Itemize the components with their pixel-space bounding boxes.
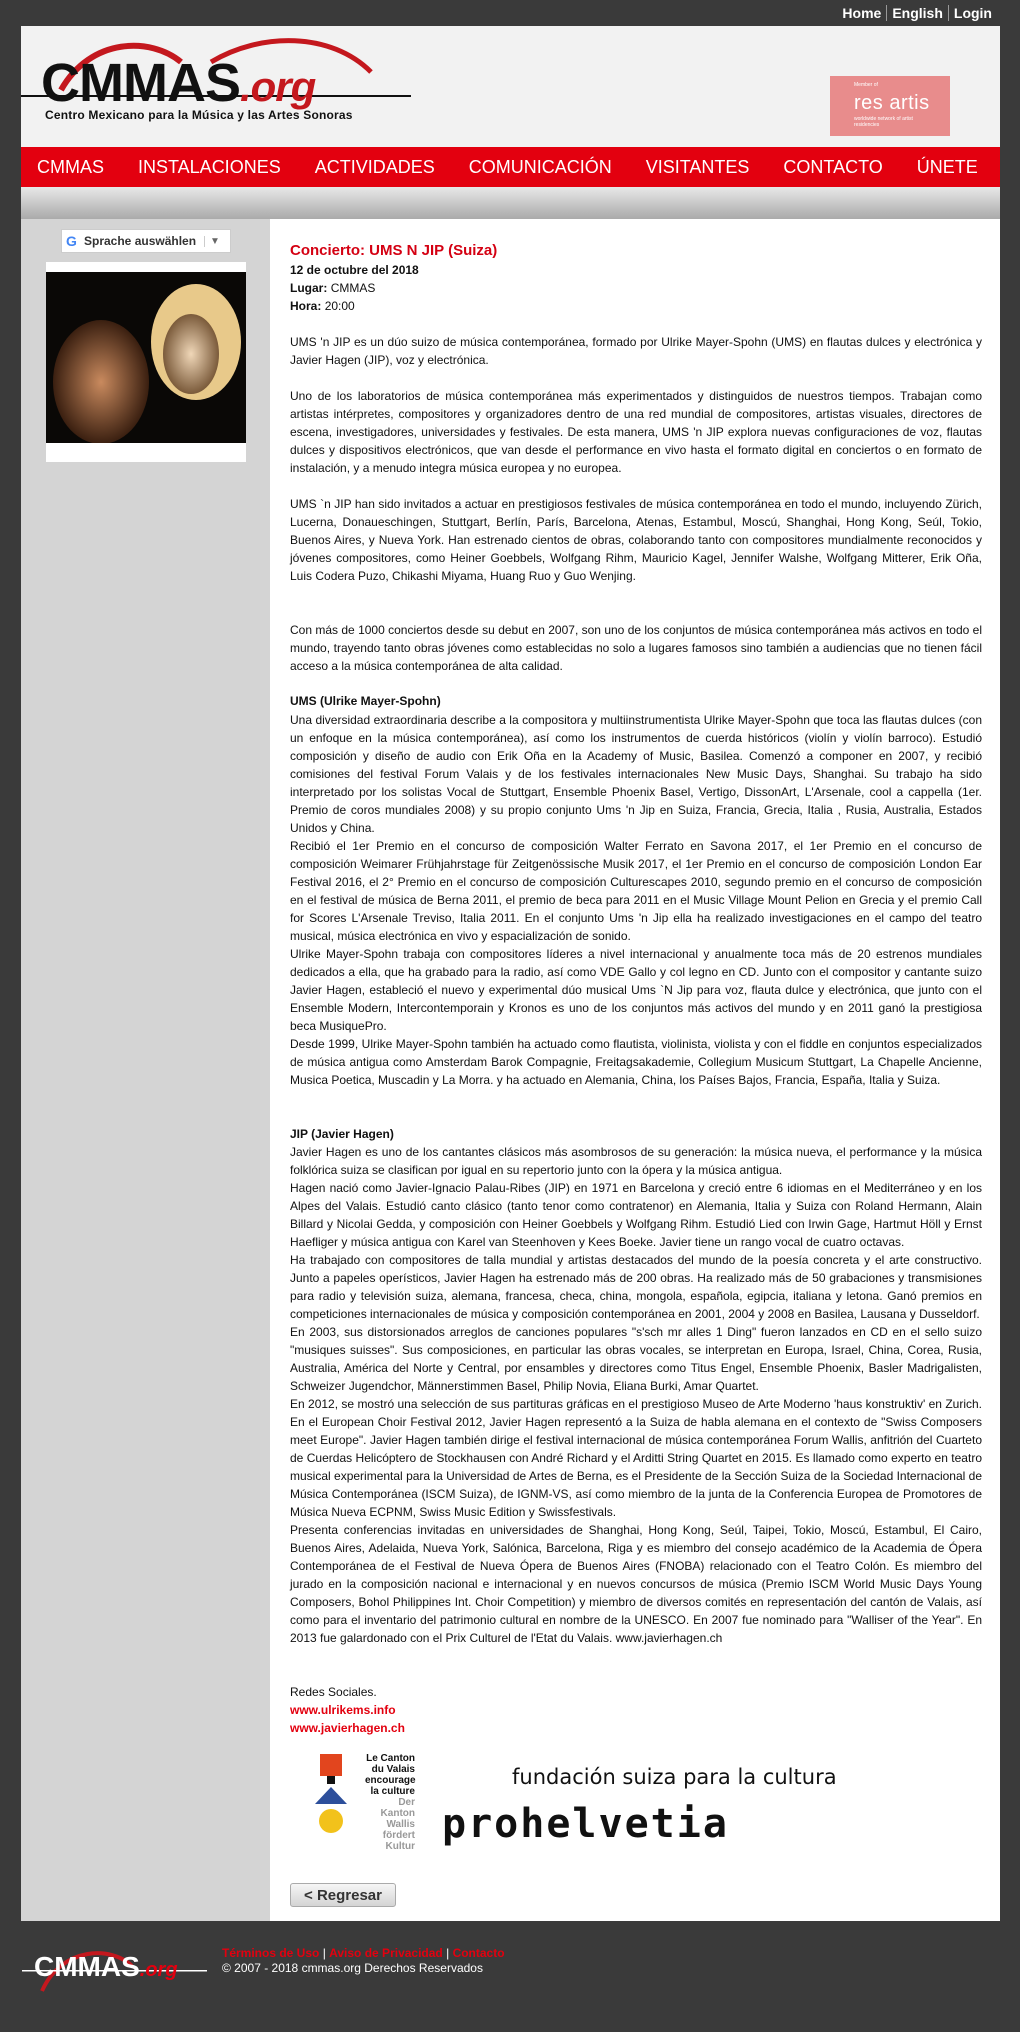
footer-contact-link[interactable]: Contacto	[452, 1946, 505, 1960]
resartis-member-label: Member of	[854, 82, 878, 88]
logo-text	[41, 53, 316, 113]
time-value: 20:00	[324, 299, 355, 313]
festivals-paragraph: UMS `n JIP han sido invitados a actuar en prestigiosos festivales de música contemporánea en todo el mundo, incluyendo Zürich, Lucerna, Donaueschingen, Stuttgart, Berlín, París, Barcelona, Atenas, Estambul, Moscú, Shanghai, Hong Kong, Seúl, Tokio, Buenos Aires, y Nueva York. Han estrenado cientos de obras, colaborando tanto con compositores mundialmente reconocidos y jóvenes compositores, como Heiner Goebbels, Wolfgang Rihm, Mauricio Kagel, Jennifer Walshe, Wolfgang Mitterer, Erik Oña, Luis Codera Puzo, Chikashi Miyama, Huang Ruo y Guo Wenjing.	[290, 497, 982, 583]
nav-item-unete[interactable]: ÚNETE	[916, 156, 978, 177]
nav-item-actividades[interactable]: ACTIVIDADES	[314, 156, 435, 177]
valais-line-5: Der Kanton	[380, 1797, 415, 1819]
translate-label: Sprache auswählen	[84, 234, 197, 248]
fundacion-text: fundación suiza para la cultura	[512, 1765, 837, 1789]
jip-bio: Javier Hagen es uno de los cantantes clásicos más asombrosos de su generación: la música nueva, el performance y la música folklórica suiza se clasifican por igual en su repertorio junto con la ópera y la música antigua. Hagen nació como Javier-Ignacio Palau-Ribes (JIP) en 1971 en Barcelona y creció entre 6 idiomas en el Mediterráneo y en los Alpes del Valais. Estudió canto clásico (tanto tenor como contratenor) en Alemania, Italia y Suiza con Roland Hermann, Alain Billard y Nicolai Gedda, y composición con Heiner Goebbels y Wolfgang Rihm. Estudió Lied con Irwin Gage, Hartmut Höll y Ernst Haefliger y música antigua con Karel van Steenhoven y Kees Boeke. Javier tiene un rango vocal de cuatro octavas. Ha trabajado con compositores de talla mundial y artistas destacados del mundo de la poesía concreta y el arte constructivo. Junto a papeles operísticos, Javier Hagen ha estrenado más de 200 obras. Ha realizado más de 50 grabaciones y transmisiones para radio y televisión suiza, alemana, francesa, checa, china, mongola, española, egipcia, italiana y letona. Ganó premios en competiciones internacionales de música y composición contemporánea en 2001, 2004 y 2008 en Basilea, Lausana y Dusseldorf. En 2003, sus distorsionados arreglos de canciones populares "s'sch mr alles 1 Ding" fueron lanzados en CD en el sello suizo "musiques suisses". Sus composiciones, en particular las obras vocales, se interpretan en Europa, Israel, China, Corea, Rusia, Australia, América del Norte y Central, por ensambles y directores como Titus Engel, Ensemble Phoenix, Basler Madrigalisten, Schweizer Jugendchor, Männerstimmen Basel, Philip Novia, Eliana Burki, Amar Quartet. En 2012, se mostró una selección de sus partituras gráficas en el prestigioso Museo de Arte Moderno 'haus konstruktiv' en Zurich. En el European Choir Festival 2012, Javier Hagen representó a la Suiza de habla alemana en el contexto de "Swiss Composers meet Europe". Javier Hagen también dirige el festival internacional de música contemporánea Forum Wallis, anfitrión del Cuarteto de Cuerdas Helicóptero de Stockhausen con André Richard y el Arditti String Quartet en 2015. Es llamado como experto en teatro musical experimental para la Universidad de Artes de Berna, es el Presidente de la Sección Suiza de la Sociedad Internacional de Música Contemporánea (ISCM Suiza), de IGNM-VS, así como miembro de la junta de la Conferencia Europea de Promotores de Música Nueva ECPNM, Swiss Music Edition y Swissfestivals. Presenta conferencias invitadas en universidades de Shanghai, Hong Kong, Seúl, Taipei, Tokio, Moscú, Estambul, El Cairo, Buenos Aires, Adelaida, Nueva York, Salónica, Barcelona, Riga y es miembro del consejo académico de la Academia de Ópera Contemporánea de el Festival de Nueva Ópera de Buenos Aires (FNOBA) relacionado con el Teatro Colón. Es miembro del jurado en la composición nacional e internacional y en nuevos concursos de música (Premio ISCM World Music Days Young Composers, Bohol Philippines Int. Choir Competition) y miembro de diversos comités en representación del cantón de Valais, así como para el inventario del patrimonio cultural en nombre de la UNESCO. En 2007 fue nominado para "Walliser of the Year". En 2013 fue galardonado con el Prix Culturel de l'Etat du Valais. www.javierhagen.ch	[290, 1145, 982, 1645]
place-label: Lugar:	[290, 281, 328, 295]
chevron-down-icon: ▼	[204, 236, 220, 247]
valais-line-1: Le Canton	[366, 1753, 415, 1764]
footer-copyright: © 2007 - 2018 cmmas.org Derechos Reservados	[222, 1961, 483, 1975]
valais-line-2: du Valais	[371, 1764, 415, 1775]
google-icon: G	[66, 233, 77, 249]
nav-item-contacto[interactable]: CONTACTO	[783, 156, 883, 177]
footer	[0, 1921, 1020, 2032]
english-link[interactable]: English	[886, 5, 948, 21]
javierhagen-link[interactable]: www.javierhagen.ch	[290, 1721, 405, 1735]
nav-item-comunicacion[interactable]: COMUNICACIÓN	[468, 156, 612, 177]
sponsor-logos	[310, 1749, 910, 1869]
valais-logo-text	[365, 1753, 415, 1852]
logo-main: CMMAS	[41, 53, 240, 113]
terms-link[interactable]: Términos de Uso	[222, 1946, 320, 1960]
event-title: Concierto: UMS N JIP (Suiza)	[290, 242, 498, 259]
jip-heading: JIP (Javier Hagen)	[290, 1127, 394, 1141]
concerts-paragraph: Con más de 1000 conciertos desde su debut en 2007, son uno de los conjuntos de música contemporánea más activos en todo el mundo, trayendo tanto obras jóvenes como establecidas no solo a lugares famosos sino también a audiencias que no tienen fácil acceso a la música contemporánea de alta calidad.	[290, 623, 982, 673]
intro-paragraph: UMS 'n JIP es un dúo suizo de música contemporánea, formado por Ulrike Mayer-Spohn (UMS) en flautas dulces y electrónica y Javier Hagen (JIP), voz y electrónica.	[290, 335, 982, 367]
page-body	[21, 219, 1000, 1921]
nav-item-visitantes[interactable]: VISITANTES	[645, 156, 750, 177]
main-nav	[21, 147, 1000, 187]
cmmas-logo[interactable]	[21, 26, 441, 147]
site-header	[21, 26, 1000, 147]
logo-org: .org	[239, 63, 316, 110]
footer-sep-2: |	[442, 1946, 453, 1960]
footer-logo-org: .org	[139, 1959, 178, 1981]
footer-logo-text	[34, 1951, 178, 1983]
prohelvetia-logo: prohelvetia	[442, 1801, 729, 1847]
resartis-badge[interactable]	[830, 76, 950, 136]
nav-item-cmmas[interactable]: CMMAS	[37, 156, 104, 177]
logo-tagline: Centro Mexicano para la Música y las Artes Sonoras	[45, 108, 353, 122]
top-bar	[0, 0, 1020, 26]
footer-logo[interactable]	[22, 1941, 212, 1996]
ums-bio: Una diversidad extraordinaria describe a la compositora y multiinstrumentista Ulrike Mayer-Spohn que toca las flautas dulces (con un enfoque en la música contemporánea), así como los instrumentos de cuerda históricos (violín y violín barroco). Estudió composición y diseño de audio con Erik Oña en la Academy of Music, Basilea. Comenzó a componer en 2007, y recibió comisiones del festival Forum Valais y de los festivales internacionales New Music Days, Shanghai. Su trabajo ha sido interpretado por los solistas Vocal de Stuttgart, Ensemble Phoenix Basel, Vertigo, DissonArt, L'Arsenale, cool a cappella (1er. Premio de coros mundiales 2008) y su propio conjunto Ums 'n Jip en Suiza, Francia, Grecia, Italia , Rusia, Australia, Estados Unidos y China. Recibió el 1er Premio en el concurso de composición Walter Ferrato en Savona 2017, el 1er Premio en el concurso de composición Weimarer Frühjahrstage für Zeitgenössische Musik 2017, el 1er Premio en el concurso de composición London Ear Festival 2016, el 2° Premio en el concurso de composición Culturescapes 2010, segundo premio en el concurso de composición en el festival de música de Berna 2011, el premio de beca para 2011 en el Music Village Mount Pelion en Grecia y el premio Call for Scores L'Arsenale Treviso, Italia 2011. En el conjunto Ums 'n Jip ella ha realizado investigaciones en el campo del teatro musical, música electrónica en vivo y espacialización de sonido. Ulrike Mayer-Spohn trabaja con compositores líderes a nivel internacional y anualmente toca más de 20 estrenos mundiales dedicados a ella, que ha grabado para la radio, así como VDE Gallo y col legno en CD. Junto con el compositor y cantante suizo Javier Hagen, estableció el nuevo y experimental dúo musical Ums `N Jip para voz, flauta dulce y electrónica, que junto con el Ensemble Modern, Intercontemporain y Kronos es uno de los conjuntos más activos del mundo y en 2011 ganó la prestigiosa beca MusiquePro. Desde 1999, Ulrike Mayer-Spohn también ha actuado como flautista, violinista, violista y con el fiddle en conjuntos especializados de música antigua como Amsterdam Barok Compagnie, Freitagsakademie, Collegium Musicum Stuttgart, La Chapelle Ancienne, Musica Poetica, Muscadin y La Morra. y ha actuado en Alemania, China, los Países Bajos, Francia, España, Italia y Suiza.	[290, 713, 982, 1087]
footer-links	[222, 1946, 505, 1960]
subnav-bar	[21, 187, 1000, 219]
resartis-tagline: worldwide network of artist residencies	[854, 116, 913, 128]
valais-line-4: la culture	[370, 1786, 415, 1797]
duo-portrait-image	[46, 272, 246, 443]
valais-line-6: Wallis	[386, 1819, 415, 1830]
event-photo	[46, 272, 246, 443]
ulrikems-link[interactable]: www.ulrikems.info	[290, 1703, 396, 1717]
login-link[interactable]: Login	[948, 5, 997, 21]
event-place	[290, 281, 375, 295]
lab-paragraph: Uno de los laboratorios de música contemporánea más experimentados y distinguidos de nuestros tiempos. Trabajan como artistas intérpretes, compositores y organizadores dentro de una red mundial de compositores, artistas visuales, directores de escena, investigadores, universidades y festivales. De esta manera, UMS 'n JIP explora nuevas configuraciones de voz, flautas dulces y dispositivos electrónicos, que van desde el performance en vivo hasta el formato digital en conciertos o en formato de instalación, y a menudo integra música europea y no europea.	[290, 389, 982, 475]
ums-heading: UMS (Ulrike Mayer-Spohn)	[290, 694, 441, 708]
resartis-name: res artis	[854, 92, 930, 114]
home-link[interactable]: Home	[842, 5, 882, 21]
place-value: CMMAS	[330, 281, 376, 295]
event-date-value: 12 de octubre del 2018	[290, 263, 419, 277]
sidebar	[21, 219, 270, 1921]
footer-logo-main: CMMAS	[34, 1951, 140, 1982]
time-label: Hora:	[290, 299, 322, 313]
social-label: Redes Sociales.	[290, 1685, 377, 1699]
event-date	[290, 263, 419, 277]
event-photo-frame	[46, 262, 246, 462]
valais-line-7: fördert Kultur	[382, 1830, 415, 1852]
nav-item-instalaciones[interactable]: INSTALACIONES	[138, 156, 281, 177]
top-links	[837, 5, 997, 21]
google-translate-select[interactable]	[61, 229, 231, 253]
event-time	[290, 299, 355, 313]
privacy-link[interactable]: Aviso de Privacidad	[329, 1946, 443, 1960]
valais-line-3: encourage	[365, 1775, 416, 1786]
back-button[interactable]: < Regresar	[290, 1883, 396, 1907]
footer-sep-1: |	[319, 1946, 330, 1960]
